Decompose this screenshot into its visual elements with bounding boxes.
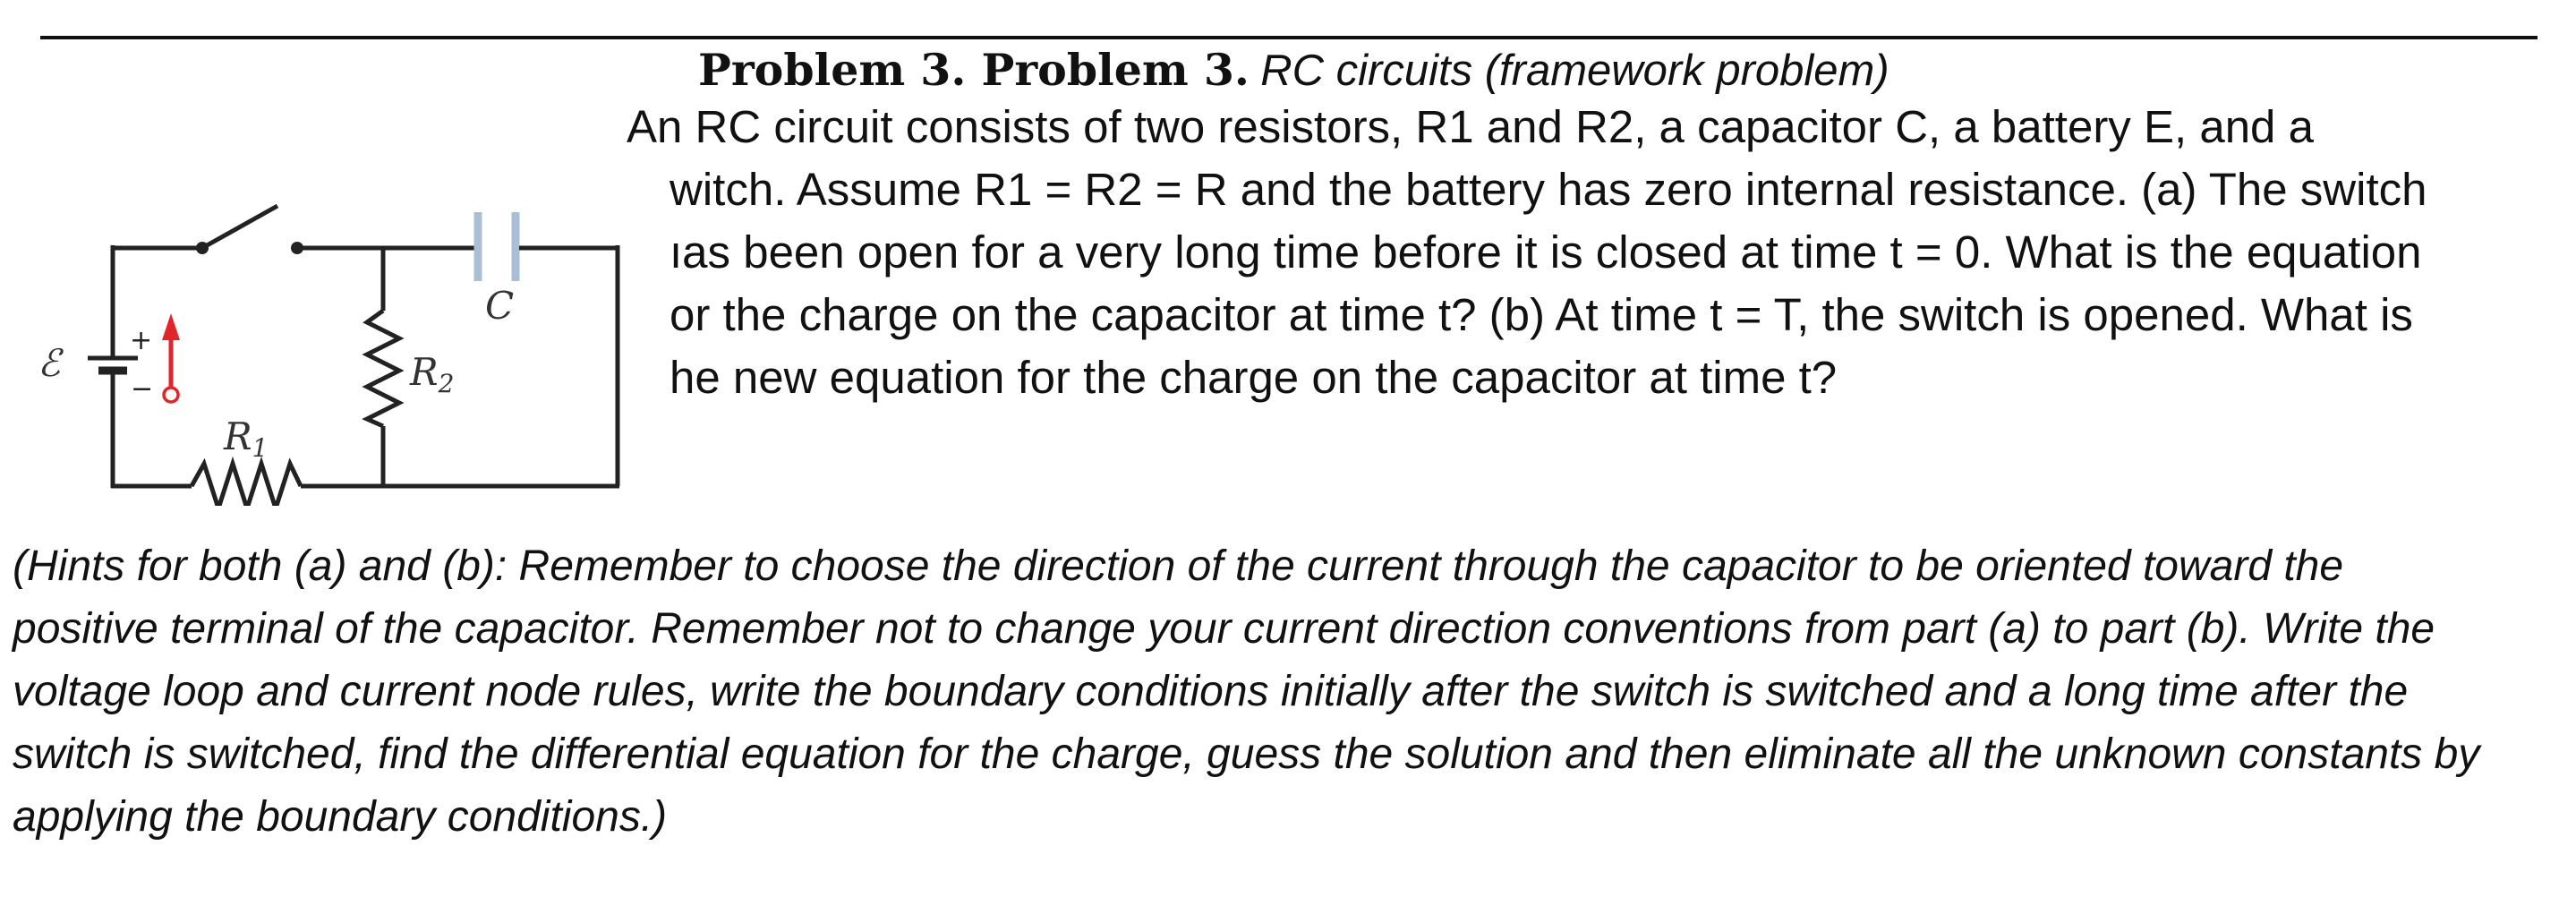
r1-label xyxy=(223,414,268,463)
hint-line-2: positive terminal of the capacitor. Remember not to change your current direction conventions from part (a) to part (b). Write the xyxy=(13,605,2435,653)
resistor-r2 xyxy=(367,311,399,426)
current-arrow-head-icon xyxy=(162,313,180,340)
top-rule xyxy=(40,36,2538,39)
problem-number: Problem 3. Problem 3. xyxy=(698,44,1250,96)
r1-label-main: R xyxy=(224,414,252,458)
problem-line-5: he new equation for the charge on the capacitor at time t? xyxy=(670,352,1838,403)
hint-line-1: (Hints for both (a) and (b): Remember to choose the direction of the current through the capacitor to be oriented toward the xyxy=(13,542,2344,590)
r2-label xyxy=(409,350,454,398)
current-arrow-tail xyxy=(164,388,178,402)
switch-lever xyxy=(202,206,277,248)
problem-title xyxy=(698,41,1889,99)
emf-label: ℰ xyxy=(38,341,61,385)
problem-line-2: witch. Assume R1 = R2 = R and the battery has zero internal resistance. (a) The switch xyxy=(670,164,2427,215)
capacitor-label: C xyxy=(485,284,515,328)
problem-line-3: ıas been open for a very long time before it is closed at time t = 0. What is the equation xyxy=(670,226,2422,278)
rc-circuit-diagram xyxy=(34,188,643,506)
resistor-r1 xyxy=(192,464,301,506)
hints-paragraph xyxy=(13,535,2563,849)
hint-line-5: applying the boundary conditions.) xyxy=(13,793,668,841)
problem-line-1: An RC circuit consists of two resistors, R1 and R2, a capacitor C, a battery E, and a xyxy=(627,101,2314,152)
problem-topic: RC circuits (framework problem) xyxy=(1260,47,1889,95)
plus-sign: + xyxy=(130,325,153,356)
r1-label-sub: 1 xyxy=(252,433,269,463)
r2-label-main: R xyxy=(410,350,439,394)
minus-sign: − xyxy=(131,373,154,405)
hint-line-4: switch is switched, find the differential equation for the charge, guess the solution and then eliminate all the unknown constants by xyxy=(13,730,2480,778)
r2-label-sub: 2 xyxy=(438,369,455,398)
problem-statement xyxy=(627,96,2560,409)
hint-line-3: voltage loop and current node rules, write the boundary conditions initially after the switch is switched and a long time after the xyxy=(13,668,2409,715)
problem-line-4: or the charge on the capacitor at time t? (b) At time t = T, the switch is opened. What is xyxy=(670,289,2413,340)
